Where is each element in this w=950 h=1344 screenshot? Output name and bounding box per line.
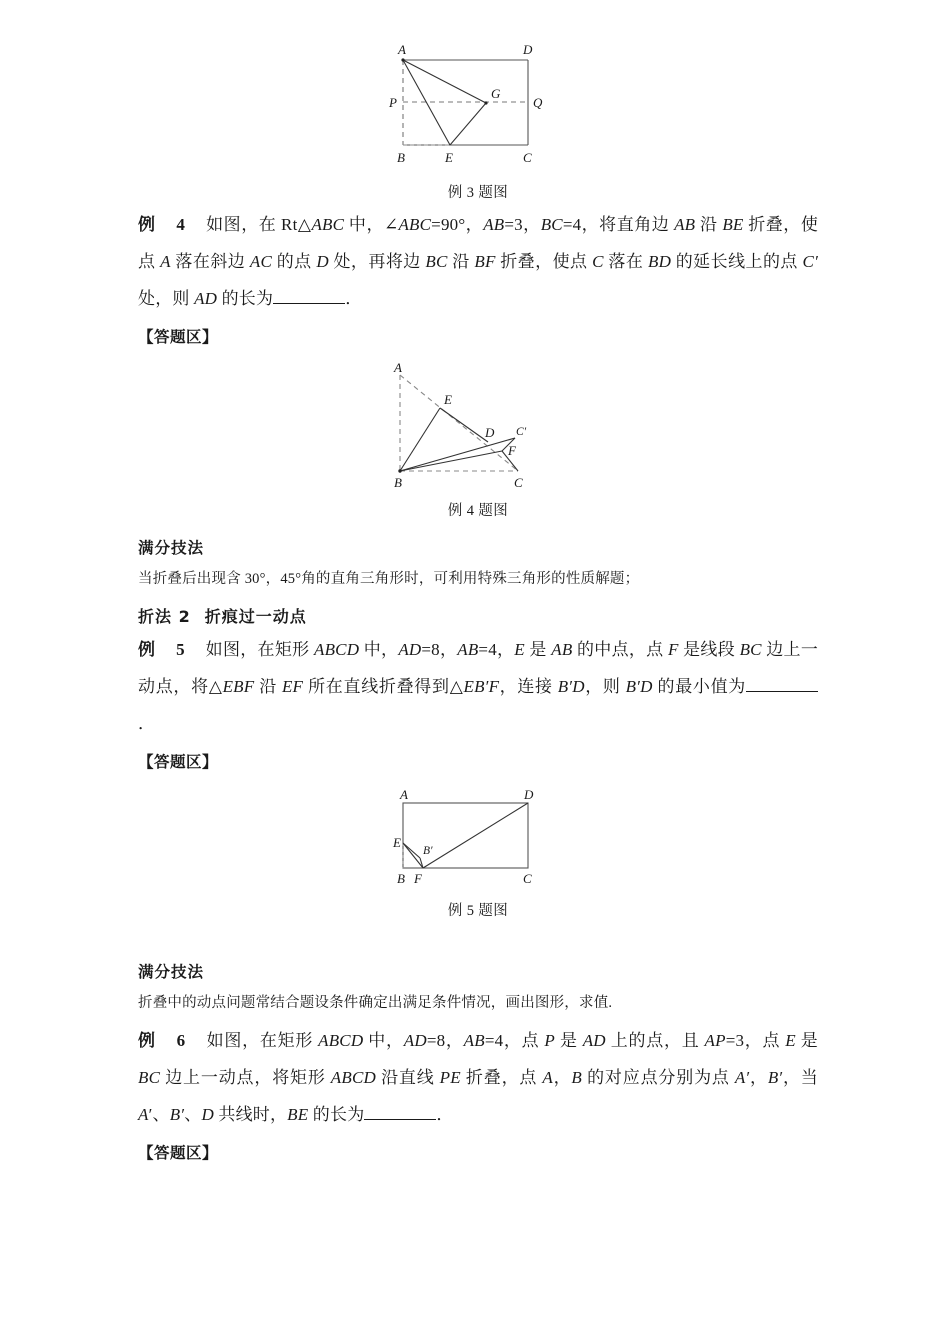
figure-3-label-C: C [523, 150, 532, 165]
e4-pt-A: A [160, 252, 171, 271]
e4-ab2: AB [674, 215, 696, 234]
e5-t12: ，连接 [499, 677, 558, 696]
figure-5-label-B: B [397, 871, 405, 886]
e6-t4: =4，点 [484, 1031, 545, 1050]
example-5-answer-zone: 【答题区】 [138, 753, 219, 771]
page-content [138, 0, 818, 1163]
e6-t18: 共线时， [213, 1105, 288, 1124]
figure-example-3 [138, 40, 818, 202]
e4-t11: 处，再将边 [328, 252, 426, 271]
e6-pt-Ap: A′ [734, 1068, 750, 1087]
e6-t9: 边上一动点，将矩形 [160, 1068, 331, 1087]
example-5-label: 例 [138, 640, 157, 659]
e5-bpd2: B′D [625, 677, 653, 696]
e4-t17: 的长为 [217, 289, 274, 308]
e6-abcd2: ABCD [330, 1068, 376, 1087]
e6-pt-Bp2: B′ [169, 1105, 185, 1124]
e6-t19: 的长为 [308, 1105, 365, 1124]
top-spacer [138, 0, 818, 40]
e6-pe: PE [439, 1068, 461, 1087]
e5-tri1: △ [208, 677, 223, 696]
e4-angle-abc: ABC [398, 215, 432, 234]
e6-pt-E: E [785, 1031, 796, 1050]
tech-heading-1: 满分技法 [138, 539, 205, 557]
figure-5-label-C: C [523, 871, 532, 886]
e5-t5: 是 [524, 640, 552, 659]
figure-4-label-E: E [444, 392, 452, 407]
e5-t8: 边上一 [761, 640, 819, 659]
e4-t3: =90°， [431, 215, 484, 234]
e6-abcd: ABCD [318, 1031, 364, 1050]
e4-t12: 沿 [447, 252, 475, 271]
e5-t13: ，则 [584, 677, 626, 696]
e5-t3: =8， [421, 640, 458, 659]
e5-t14: 的最小值为 [652, 677, 746, 696]
method2-spacer [138, 594, 818, 604]
e6-ad: AD [403, 1031, 427, 1050]
e6-ap: AP [704, 1031, 726, 1050]
example-6-answer-blank[interactable] [364, 1104, 436, 1120]
fig4-spacer [138, 347, 818, 363]
figure-3-drawing [378, 40, 578, 175]
figure-3-label-E: E [445, 150, 453, 165]
figure-4-label-B: B [394, 475, 402, 490]
e6-pt-P: P [544, 1031, 555, 1050]
figure-example-5 [138, 788, 818, 920]
figure-3-label-G: G [491, 86, 501, 101]
e6-pt-Bp: B′ [767, 1068, 783, 1087]
e4-t4: =3， [504, 215, 541, 234]
e5-t1: 如图，在矩形 [205, 640, 314, 659]
e6-ab: AB [463, 1031, 485, 1050]
e4-bc2: BC [425, 252, 448, 271]
e6-pt-D: D [201, 1105, 214, 1124]
example-4-label: 例 [138, 215, 157, 234]
e6-t14: ， [749, 1068, 768, 1087]
figure-4-label-D: D [485, 425, 495, 440]
e4-t6: 沿 [695, 215, 723, 234]
example-5-answer-blank[interactable] [746, 676, 818, 692]
figure-example-4 [138, 363, 818, 520]
e4-t18: ． [345, 289, 363, 308]
example-4-answer-blank[interactable] [273, 288, 345, 304]
e6-t13: 的对应点分别为点 [582, 1068, 735, 1087]
e4-abc: ABC [311, 215, 345, 234]
figure-3-caption: 例 3 题图 [447, 185, 509, 201]
e4-bd: BD [647, 252, 672, 271]
tech1-spacer [138, 520, 818, 536]
e4-ad: AD [194, 289, 218, 308]
example-6-label: 例 [138, 1031, 157, 1050]
e4-be: BE [722, 215, 744, 234]
e6-t5: 是 [554, 1031, 583, 1050]
figure-5-caption: 例 5 题图 [447, 903, 509, 919]
e5-pt-F: F [668, 640, 679, 659]
e4-t1: 如图，在 Rt [205, 215, 298, 234]
e6-t20: ． [436, 1105, 454, 1124]
figure-4-caption: 例 4 题图 [447, 503, 509, 519]
example-4-answer-zone: 【答题区】 [138, 328, 219, 346]
e5-abcd: ABCD [313, 640, 360, 659]
e6-t6: 上的点，且 [605, 1031, 705, 1050]
figure-3-label-P: P [389, 95, 397, 110]
e6-be: BE [287, 1105, 309, 1124]
tech-heading-2: 满分技法 [138, 963, 205, 981]
figure-4-label-Cprime: C′ [516, 426, 527, 438]
example-4-problem-text [138, 206, 818, 317]
e6-pt-A2: A [138, 1105, 149, 1124]
e4-t16: 处，则 [138, 289, 195, 308]
e6-t8: 是 [795, 1031, 819, 1050]
e5-t15: ． [138, 714, 156, 733]
example-6-number: 6 [176, 1031, 187, 1050]
example-4-number: 4 [176, 215, 186, 234]
e4-pt-Cp: C′ [802, 252, 819, 271]
tech-body-2: 折叠中的动点问题常结合题设条件确定出满足条件情况，画出图形，求值. [138, 995, 613, 1011]
e5-t6: 的中点，点 [572, 640, 668, 659]
e6-t16: ′、 [148, 1105, 170, 1124]
tech-body-1: 当折叠后出现含 30°，45°角的直角三角形时，可利用特殊三角形的性质解题； [138, 571, 640, 587]
method-2-heading [138, 604, 818, 627]
e6-t11: 折叠，点 [460, 1068, 543, 1087]
e6-t3: =8， [426, 1031, 464, 1050]
figure-5-label-E: E [393, 835, 401, 850]
e6-bc: BC [138, 1068, 161, 1087]
e4-bf: BF [474, 252, 496, 271]
e4-t10: 的点 [272, 252, 317, 271]
e6-pt-B: B [571, 1068, 582, 1087]
e5-ef: EF [281, 677, 304, 696]
example-6-answer-zone: 【答题区】 [138, 1144, 219, 1162]
example-5-problem-text [138, 631, 818, 742]
example-6-problem-text [138, 1022, 818, 1133]
e5-ebpf: EB′F [463, 677, 500, 696]
figure-3-label-D: D [523, 42, 533, 57]
e5-t9: 动点，将 [138, 677, 209, 696]
e5-ab: AB [457, 640, 479, 659]
e6-t12: ， [552, 1068, 572, 1087]
e4-pt-D: D [316, 252, 329, 271]
e5-bc: BC [739, 640, 762, 659]
e4-t13: 折叠，使点 [495, 252, 593, 271]
figure-4-label-C: C [514, 475, 523, 490]
e4-triangle-symbol: △ [297, 215, 312, 234]
e4-t15: 的延长线上的点 [671, 252, 803, 271]
e6-t10: 沿直线 [375, 1068, 440, 1087]
figure-4-label-A: A [394, 363, 402, 375]
e5-t10: 沿 [254, 677, 282, 696]
figure-5-label-Bprime: B′ [423, 845, 433, 857]
example-5-number: 5 [176, 640, 186, 659]
e5-ebf: EBF [222, 677, 255, 696]
e5-tri2: △ [449, 677, 464, 696]
e5-t4: =4， [478, 640, 515, 659]
figure-3-label-B: B [397, 150, 405, 165]
figure-5-label-D: D [524, 788, 534, 802]
e5-bpd: B′D [557, 677, 585, 696]
e4-t7: 折叠，使 [743, 215, 819, 234]
e6-t1: 如图，在矩形 [206, 1031, 319, 1050]
e4-pt-C: C [592, 252, 604, 271]
figure-4-label-F: F [508, 443, 516, 458]
method-2-title: 折痕过一动点 [204, 607, 307, 626]
tech2-spacer [138, 920, 818, 960]
e4-t9: 落在斜边 [170, 252, 250, 271]
e4-t5: =4，将直角边 [562, 215, 675, 234]
figure-5-label-F: F [414, 871, 422, 886]
e4-ac: AC [249, 252, 273, 271]
figure-3-label-A: A [398, 42, 406, 57]
e5-t11: 所在直线折叠得到 [303, 677, 450, 696]
e6-t2: 中， [363, 1031, 404, 1050]
e6-t15: ，当 [782, 1068, 819, 1087]
e5-t2: 中， [359, 640, 399, 659]
e4-t14: 落在 [603, 252, 648, 271]
method-2-label: 折法 2 [138, 607, 191, 626]
e6-t17: 、 [184, 1105, 202, 1124]
e5-ad: AD [398, 640, 422, 659]
e5-t7: 是线段 [678, 640, 740, 659]
e4-t2: 中，∠ [344, 215, 399, 234]
e6-t7: =3，点 [725, 1031, 786, 1050]
e5-ab2: AB [551, 640, 573, 659]
fig5-spacer [138, 772, 818, 788]
figure-5-drawing [378, 788, 578, 893]
e4-t8: 点 [138, 252, 161, 271]
figure-3-label-Q: Q [533, 95, 543, 110]
e4-ab: AB [483, 215, 505, 234]
e4-bc: BC [540, 215, 563, 234]
figure-4-drawing [378, 363, 578, 493]
e5-pt-E: E [514, 640, 525, 659]
e6-ad2: AD [582, 1031, 606, 1050]
figure-5-label-A: A [400, 788, 408, 802]
e6-pt-A: A [542, 1068, 553, 1087]
